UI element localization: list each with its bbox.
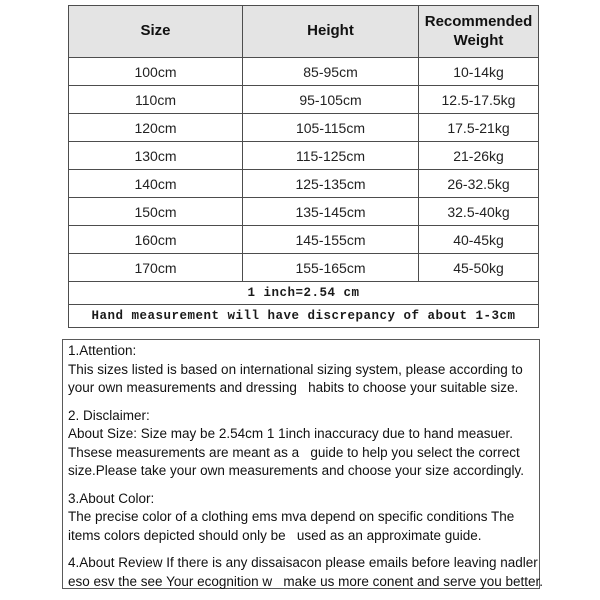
table-header-row [69, 6, 539, 58]
footnote-row [69, 305, 539, 328]
note-line: 3.About Color: [68, 490, 155, 506]
note-section-disclaimer [68, 407, 539, 481]
size-cell: 100cm [69, 58, 243, 86]
inch-conversion-note: 1 inch=2.54 cm [69, 282, 539, 305]
height-cell: 105-115cm [243, 114, 419, 142]
weight-cell: 21-26kg [419, 142, 539, 170]
size-cell: 170cm [69, 254, 243, 282]
notes-box [62, 339, 544, 589]
table-row [69, 86, 539, 114]
weight-cell: 45-50kg [419, 254, 539, 282]
note-section-about-color [68, 490, 539, 546]
size-cell: 110cm [69, 86, 243, 114]
table-row [69, 58, 539, 86]
note-line: 2. Disclaimer: [68, 407, 150, 423]
table-row [69, 198, 539, 226]
size-cell: 160cm [69, 226, 243, 254]
note-line: eso esv the see Your ecognition w make us more conent and serve you better. [68, 573, 544, 589]
weight-cell: 40-45kg [419, 226, 539, 254]
table-row [69, 226, 539, 254]
header-cell-height: Height [243, 6, 419, 58]
header-cell-recommended-weight: Recommended Weight [419, 6, 539, 58]
size-cell: 130cm [69, 142, 243, 170]
height-cell: 135-145cm [243, 198, 419, 226]
note-line: 4.About Review If there is any dissaisacon please emails before leaving nadler [68, 555, 538, 570]
note-line: items colors depicted should only be used as an approximate guide. [68, 527, 482, 543]
height-cell: 95-105cm [243, 86, 419, 114]
header-cell-size: Size [69, 6, 243, 58]
height-cell: 155-165cm [243, 254, 419, 282]
height-cell: 125-135cm [243, 170, 419, 198]
table-row [69, 254, 539, 282]
note-line: size.Please take your own measurements and choose your size accordingly. [68, 463, 524, 478]
size-cell: 120cm [69, 114, 243, 142]
note-section-about-review [68, 554, 544, 591]
height-cell: 85-95cm [243, 58, 419, 86]
size-cell: 140cm [69, 170, 243, 198]
weight-cell: 10-14kg [419, 58, 539, 86]
table-row [69, 114, 539, 142]
note-section-attention [68, 342, 539, 398]
height-cell: 145-155cm [243, 226, 419, 254]
height-cell: 115-125cm [243, 142, 419, 170]
weight-cell: 32.5-40kg [419, 198, 539, 226]
size-cell: 150cm [69, 198, 243, 226]
note-line: 1.Attention: [68, 343, 137, 358]
table-row [69, 170, 539, 198]
weight-cell: 17.5-21kg [419, 114, 539, 142]
note-line: The precise color of a clothing ems mva depend on specific conditions The [68, 509, 515, 524]
note-line: About Size: Size may be 2.54cm 1 1inch inaccuracy due to hand measuer. [68, 426, 514, 441]
footnote-row [69, 282, 539, 305]
weight-cell: 12.5-17.5kg [419, 86, 539, 114]
note-line: This sizes listed is based on international sizing system, please according to [68, 361, 523, 377]
hand-measurement-note: Hand measurement will have discrepancy of about 1-3cm [69, 305, 539, 328]
note-line: Thsese measurements are meant as a guide to help you select the correct [68, 444, 520, 460]
weight-cell: 26-32.5kg [419, 170, 539, 198]
table-row [69, 142, 539, 170]
size-chart-table [68, 5, 539, 328]
note-line: your own measurements and dressing habits to choose your suitable size. [68, 380, 519, 395]
